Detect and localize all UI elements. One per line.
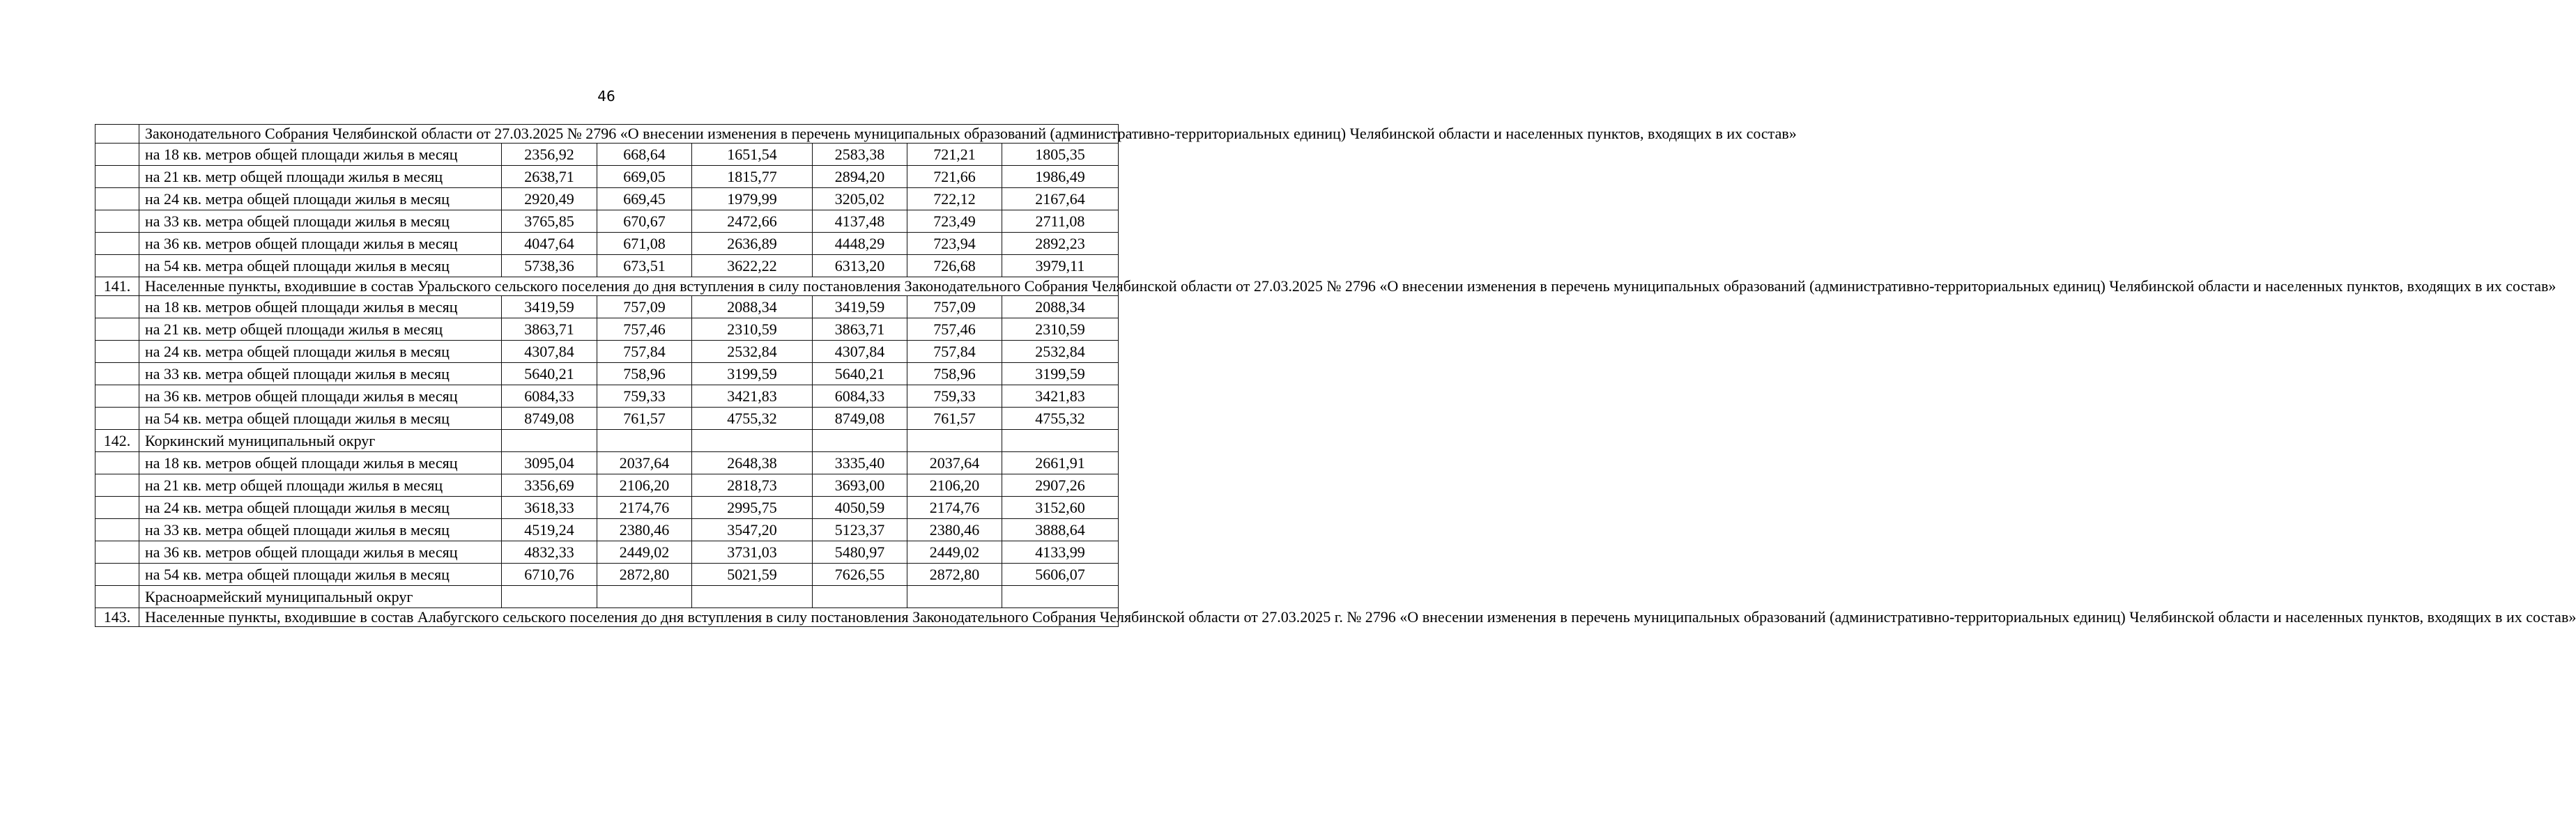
- section-row: [95, 277, 1119, 296]
- value-cell: 2174,76: [597, 497, 692, 519]
- value-cell: 2894,20: [813, 166, 907, 188]
- value-cell: 5738,36: [502, 255, 597, 277]
- row-number: [95, 188, 139, 210]
- table-row: [95, 144, 1119, 166]
- value-cell: 1805,35: [1002, 144, 1119, 166]
- value-cell: 669,45: [597, 188, 692, 210]
- value-cell: [907, 430, 1002, 452]
- value-cell: 3199,59: [692, 363, 813, 385]
- section-text: Населенные пункты, входившие в состав Уральского сельского поселения до дня вступления в силу постановления Законодательного Собрания Челябинской области от 27.03.2025 № 2796 «О внесении изменения в перечень муниципальных образований (административно-территориальных единиц) Челябинской области и населенных пунктов, входящих в их состав»: [139, 277, 1119, 296]
- value-cell: 5123,37: [813, 519, 907, 541]
- value-cell: 2380,46: [907, 519, 1002, 541]
- value-cell: 2583,38: [813, 144, 907, 166]
- table-row: [95, 474, 1119, 497]
- value-cell: 3356,69: [502, 474, 597, 497]
- value-cell: 2472,66: [692, 210, 813, 233]
- value-cell: 3419,59: [502, 296, 597, 318]
- row-number: [95, 233, 139, 255]
- row-label: на 33 кв. метра общей площади жилья в месяц: [139, 210, 502, 233]
- row-number: [95, 210, 139, 233]
- value-cell: 3419,59: [813, 296, 907, 318]
- value-cell: 3888,64: [1002, 519, 1119, 541]
- value-cell: 3205,02: [813, 188, 907, 210]
- value-cell: 5640,21: [502, 363, 597, 385]
- row-label: на 18 кв. метров общей площади жилья в месяц: [139, 296, 502, 318]
- value-cell: 2872,80: [597, 564, 692, 586]
- row-label: на 21 кв. метр общей площади жилья в месяц: [139, 474, 502, 497]
- value-cell: 721,21: [907, 144, 1002, 166]
- value-cell: 761,57: [907, 408, 1002, 430]
- value-cell: 723,49: [907, 210, 1002, 233]
- value-cell: 2174,76: [907, 497, 1002, 519]
- value-cell: 5640,21: [813, 363, 907, 385]
- value-cell: 669,05: [597, 166, 692, 188]
- value-cell: [502, 430, 597, 452]
- value-cell: [1002, 586, 1119, 608]
- row-label: на 33 кв. метра общей площади жилья в месяц: [139, 363, 502, 385]
- district-name: Красноармейский муниципальный округ: [139, 586, 502, 608]
- value-cell: 671,08: [597, 233, 692, 255]
- value-cell: 1651,54: [692, 144, 813, 166]
- value-cell: 4133,99: [1002, 541, 1119, 564]
- value-cell: 8749,08: [502, 408, 597, 430]
- page-number: 46: [597, 88, 615, 104]
- value-cell: 6710,76: [502, 564, 597, 586]
- table-row: [95, 233, 1119, 255]
- value-cell: 4448,29: [813, 233, 907, 255]
- row-number: 142.: [95, 430, 139, 452]
- table-row: [95, 385, 1119, 408]
- value-cell: 722,12: [907, 188, 1002, 210]
- value-cell: 2088,34: [1002, 296, 1119, 318]
- table-row: [95, 341, 1119, 363]
- value-cell: 5480,97: [813, 541, 907, 564]
- district-name: Коркинский муниципальный округ: [139, 430, 502, 452]
- table-row: [95, 452, 1119, 474]
- value-cell: 673,51: [597, 255, 692, 277]
- table-row: [95, 541, 1119, 564]
- value-cell: 3863,71: [813, 318, 907, 341]
- value-cell: 2636,89: [692, 233, 813, 255]
- table-row: [95, 519, 1119, 541]
- row-number: [95, 255, 139, 277]
- row-label: на 21 кв. метр общей площади жилья в месяц: [139, 318, 502, 341]
- value-cell: [692, 586, 813, 608]
- value-cell: 4050,59: [813, 497, 907, 519]
- row-number: [95, 125, 139, 144]
- row-label: на 18 кв. метров общей площади жилья в месяц: [139, 144, 502, 166]
- value-cell: 3421,83: [1002, 385, 1119, 408]
- tariff-table: [95, 124, 2576, 627]
- value-cell: 721,66: [907, 166, 1002, 188]
- value-cell: 668,64: [597, 144, 692, 166]
- value-cell: 2638,71: [502, 166, 597, 188]
- district-heading-row: [95, 430, 1119, 452]
- value-cell: 3863,71: [502, 318, 597, 341]
- value-cell: 5606,07: [1002, 564, 1119, 586]
- value-cell: [597, 430, 692, 452]
- table-row: [95, 497, 1119, 519]
- value-cell: 4307,84: [502, 341, 597, 363]
- row-number: [95, 363, 139, 385]
- row-label: на 36 кв. метров общей площади жилья в месяц: [139, 385, 502, 408]
- value-cell: 757,09: [907, 296, 1002, 318]
- row-number: [95, 408, 139, 430]
- row-number: [95, 519, 139, 541]
- row-number: 141.: [95, 277, 139, 296]
- value-cell: 6313,20: [813, 255, 907, 277]
- value-cell: 758,96: [597, 363, 692, 385]
- value-cell: 2872,80: [907, 564, 1002, 586]
- value-cell: 2532,84: [692, 341, 813, 363]
- value-cell: 3765,85: [502, 210, 597, 233]
- row-label: на 18 кв. метров общей площади жилья в месяц: [139, 452, 502, 474]
- row-number: [95, 166, 139, 188]
- value-cell: [502, 586, 597, 608]
- value-cell: 757,84: [907, 341, 1002, 363]
- value-cell: 6084,33: [813, 385, 907, 408]
- row-label: на 33 кв. метра общей площади жилья в месяц: [139, 519, 502, 541]
- value-cell: 2310,59: [1002, 318, 1119, 341]
- value-cell: 726,68: [907, 255, 1002, 277]
- value-cell: 3731,03: [692, 541, 813, 564]
- section-text: Населенные пункты, входившие в состав Алабугского сельского поселения до дня вступления в силу постановления Законодательного Собрания Челябинской области от 27.03.2025 г. № 2796 «О внесении изменения в перечень муниципальных образований (административно-территориальных единиц) Челябинской области и населенных пунктов, входящих в их состав»: [139, 608, 1119, 627]
- table-row: [95, 408, 1119, 430]
- value-cell: 3199,59: [1002, 363, 1119, 385]
- table-body: [95, 125, 2576, 627]
- value-cell: 757,46: [597, 318, 692, 341]
- value-cell: 4307,84: [813, 341, 907, 363]
- row-label: на 54 кв. метра общей площади жилья в месяц: [139, 408, 502, 430]
- row-number: [95, 385, 139, 408]
- value-cell: 2106,20: [597, 474, 692, 497]
- value-cell: 4519,24: [502, 519, 597, 541]
- value-cell: 2356,92: [502, 144, 597, 166]
- table-row: [95, 296, 1119, 318]
- row-label: на 24 кв. метра общей площади жилья в месяц: [139, 497, 502, 519]
- value-cell: 1815,77: [692, 166, 813, 188]
- value-cell: 2711,08: [1002, 210, 1119, 233]
- value-cell: 2661,91: [1002, 452, 1119, 474]
- row-label: на 36 кв. метров общей площади жилья в месяц: [139, 233, 502, 255]
- value-cell: 670,67: [597, 210, 692, 233]
- district-heading-row: [95, 586, 1119, 608]
- table-row: [95, 210, 1119, 233]
- value-cell: 757,46: [907, 318, 1002, 341]
- value-cell: 3152,60: [1002, 497, 1119, 519]
- row-number: [95, 452, 139, 474]
- value-cell: 4755,32: [692, 408, 813, 430]
- value-cell: 2088,34: [692, 296, 813, 318]
- value-cell: 3095,04: [502, 452, 597, 474]
- row-label: на 24 кв. метра общей площади жилья в месяц: [139, 188, 502, 210]
- value-cell: 5021,59: [692, 564, 813, 586]
- value-cell: 1986,49: [1002, 166, 1119, 188]
- value-cell: 3693,00: [813, 474, 907, 497]
- value-cell: [813, 430, 907, 452]
- table-row: [95, 166, 1119, 188]
- table-row: [95, 318, 1119, 341]
- value-cell: 758,96: [907, 363, 1002, 385]
- section-text: Законодательного Собрания Челябинской области от 27.03.2025 № 2796 «О внесении изменения в перечень муниципальных образований (административно-территориальных единиц) Челябинской области и населенных пунктов, входящих в их состав»: [139, 125, 1119, 144]
- row-label: на 54 кв. метра общей площади жилья в месяц: [139, 255, 502, 277]
- value-cell: 2106,20: [907, 474, 1002, 497]
- value-cell: 3622,22: [692, 255, 813, 277]
- value-cell: 1979,99: [692, 188, 813, 210]
- row-label: на 54 кв. метра общей площади жилья в месяц: [139, 564, 502, 586]
- row-number: [95, 497, 139, 519]
- value-cell: [1002, 430, 1119, 452]
- value-cell: 2037,64: [597, 452, 692, 474]
- value-cell: 2818,73: [692, 474, 813, 497]
- value-cell: 3618,33: [502, 497, 597, 519]
- value-cell: 761,57: [597, 408, 692, 430]
- value-cell: 3421,83: [692, 385, 813, 408]
- value-cell: 757,84: [597, 341, 692, 363]
- row-number: [95, 474, 139, 497]
- value-cell: 2167,64: [1002, 188, 1119, 210]
- value-cell: 723,94: [907, 233, 1002, 255]
- value-cell: 2449,02: [907, 541, 1002, 564]
- row-number: [95, 541, 139, 564]
- value-cell: 2907,26: [1002, 474, 1119, 497]
- value-cell: 6084,33: [502, 385, 597, 408]
- value-cell: 2920,49: [502, 188, 597, 210]
- table-row: [95, 255, 1119, 277]
- table-row: [95, 363, 1119, 385]
- section-row: [95, 125, 1119, 144]
- value-cell: 4137,48: [813, 210, 907, 233]
- value-cell: 7626,55: [813, 564, 907, 586]
- value-cell: 3547,20: [692, 519, 813, 541]
- row-number: 143.: [95, 608, 139, 627]
- row-number: [95, 318, 139, 341]
- value-cell: 2892,23: [1002, 233, 1119, 255]
- row-number: [95, 586, 139, 608]
- value-cell: 4832,33: [502, 541, 597, 564]
- value-cell: 8749,08: [813, 408, 907, 430]
- value-cell: 2648,38: [692, 452, 813, 474]
- value-cell: [907, 586, 1002, 608]
- row-number: [95, 341, 139, 363]
- row-label: на 36 кв. метров общей площади жилья в месяц: [139, 541, 502, 564]
- value-cell: 2310,59: [692, 318, 813, 341]
- value-cell: 759,33: [907, 385, 1002, 408]
- row-number: [95, 564, 139, 586]
- value-cell: 759,33: [597, 385, 692, 408]
- value-cell: 4047,64: [502, 233, 597, 255]
- value-cell: [692, 430, 813, 452]
- value-cell: 2037,64: [907, 452, 1002, 474]
- value-cell: 2449,02: [597, 541, 692, 564]
- row-label: на 24 кв. метра общей площади жилья в месяц: [139, 341, 502, 363]
- table-row: [95, 564, 1119, 586]
- value-cell: 2380,46: [597, 519, 692, 541]
- table-row: [95, 188, 1119, 210]
- value-cell: 4755,32: [1002, 408, 1119, 430]
- value-cell: 3335,40: [813, 452, 907, 474]
- value-cell: 2532,84: [1002, 341, 1119, 363]
- value-cell: [597, 586, 692, 608]
- value-cell: 3979,11: [1002, 255, 1119, 277]
- value-cell: [813, 586, 907, 608]
- value-cell: 2995,75: [692, 497, 813, 519]
- row-label: на 21 кв. метр общей площади жилья в месяц: [139, 166, 502, 188]
- row-number: [95, 144, 139, 166]
- section-row: [95, 608, 1119, 627]
- value-cell: 757,09: [597, 296, 692, 318]
- row-number: [95, 296, 139, 318]
